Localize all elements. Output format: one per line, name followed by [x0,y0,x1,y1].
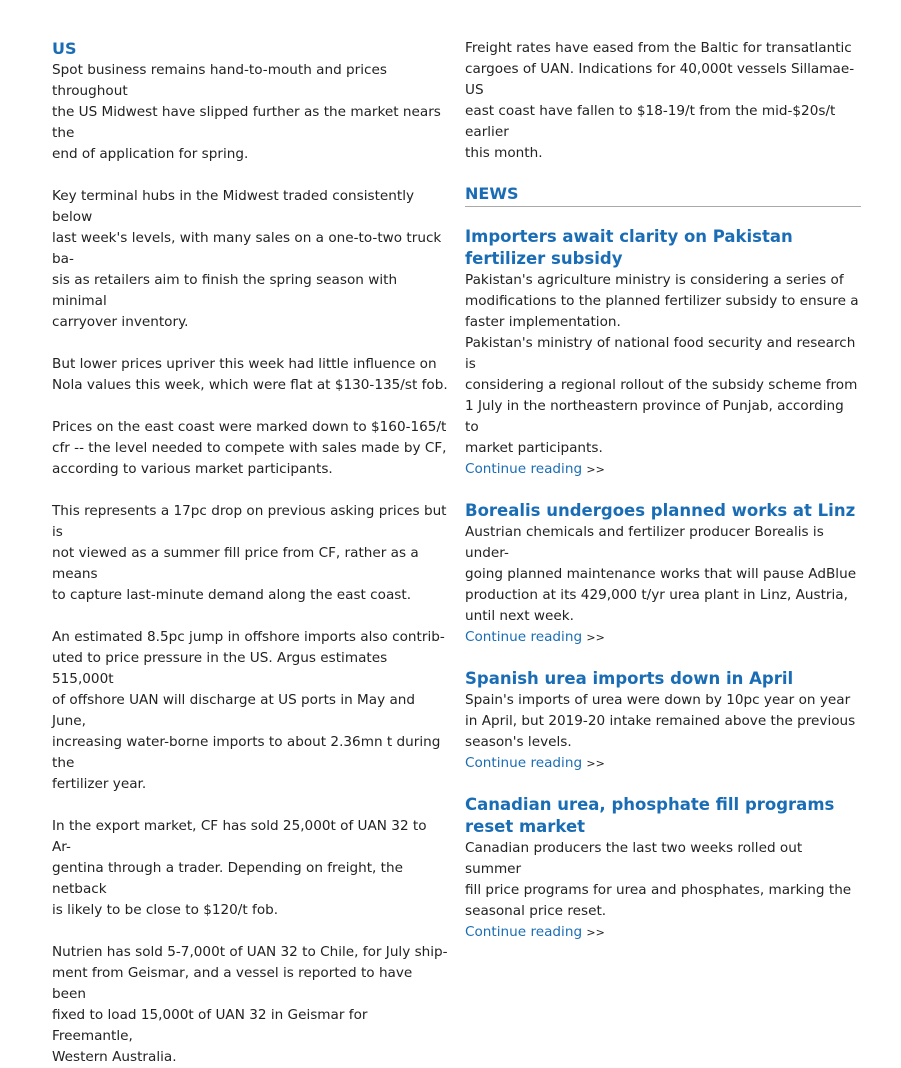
article-body: Pakistan's agriculture ministry is considering a series of modifications to the planned fertilizer subsidy to ensure a faster implementation. Pakistan's ministry of national food security and research is considering a regional rollout of the subsidy scheme from 1 July in the northeastern province of Punjab, according to market participants. [465,272,859,456]
article-body: Spain's imports of urea were down by 10pc year on year in April, but 2019-20 intake remained above the previous season's levels. [465,692,856,750]
us-paragraph-7: In the export market, CF has sold 25,000t of UAN 32 to Ar- gentina through a trader. Depending on freight, the netback is likely to be close to $120/t fob. [52,818,427,918]
news-article [465,226,861,480]
us-paragraph-4: Prices on the east coast were marked down to $160-165/t cfr -- the level needed to compete with sales made by CF, according to various market participants. [52,419,447,477]
us-section [52,38,448,1068]
continue-reading [465,922,861,943]
us-paragraph-2: Key terminal hubs in the Midwest traded consistently below last week's levels, with many sales on a one-to-two truck ba- sis as retailers aim to finish the spring season with minimal carryover inventory. [52,188,442,330]
continue-reading-link[interactable]: Continue reading [465,755,583,771]
news-article [465,668,861,774]
continue-arrows: >> [586,926,605,939]
us-paragraph-6: An estimated 8.5pc jump in offshore imports also contrib- uted to price pressure in the US. Argus estimates 515,000t of offshore UAN will discharge at US ports in May and June, increasing water-borne imports to about 2.36mn t during the fertilizer year. [52,629,445,792]
us-paragraph-3: But lower prices upriver this week had little influence on Nola values this week, which were flat at $130-135/st fob. [52,356,448,393]
article-title[interactable]: Borealis undergoes planned works at Linz [465,501,856,520]
news-article [465,794,861,943]
us-paragraph-1: Spot business remains hand-to-mouth and prices throughout the US Midwest have slipped further as the market nears the end of application for spring. [52,62,441,162]
article-title[interactable]: Canadian urea, phosphate fill programs reset market [465,795,835,836]
us-heading: US [52,39,77,58]
article-title[interactable]: Importers await clarity on Pakistan fertilizer subsidy [465,227,793,268]
right-column [465,38,861,963]
article-title[interactable]: Spanish urea imports down in April [465,669,794,688]
continue-reading-link[interactable]: Continue reading [465,461,583,477]
news-heading: NEWS [465,183,861,207]
article-body: Canadian producers the last two weeks rolled out summer fill price programs for urea and phosphates, marking the seasonal price reset. [465,840,852,919]
continue-reading-link[interactable]: Continue reading [465,629,583,645]
continue-reading [465,459,861,480]
news-article [465,500,861,648]
continue-arrows: >> [586,757,605,770]
continue-reading-link[interactable]: Continue reading [465,924,583,940]
continue-reading [465,753,861,774]
us-paragraph-8: Nutrien has sold 5-7,000t of UAN 32 to Chile, for July ship- ment from Geismar, and a vessel is reported to have been fixed to load 15,000t of UAN 32 in Geismar for Freemantle, Western Australia. [52,944,448,1065]
continue-arrows: >> [586,631,605,644]
freight-paragraph: Freight rates have eased from the Baltic for transatlantic cargoes of UAN. Indications for 40,000t vessels Sillamae-US east coast have fallen to $18-19/t from the mid-$20s/t earlier this month. [465,40,855,161]
us-paragraph-5: This represents a 17pc drop on previous asking prices but is not viewed as a summer fill price from CF, rather as a means to capture last-minute demand along the east coast. [52,503,447,603]
article-body: Austrian chemicals and fertilizer producer Borealis is under- going planned maintenance works that will pause AdBlue production at its 429,000 t/yr urea plant in Linz, Austria, until next week. [465,524,857,624]
continue-reading [465,627,861,648]
continue-arrows: >> [586,463,605,476]
